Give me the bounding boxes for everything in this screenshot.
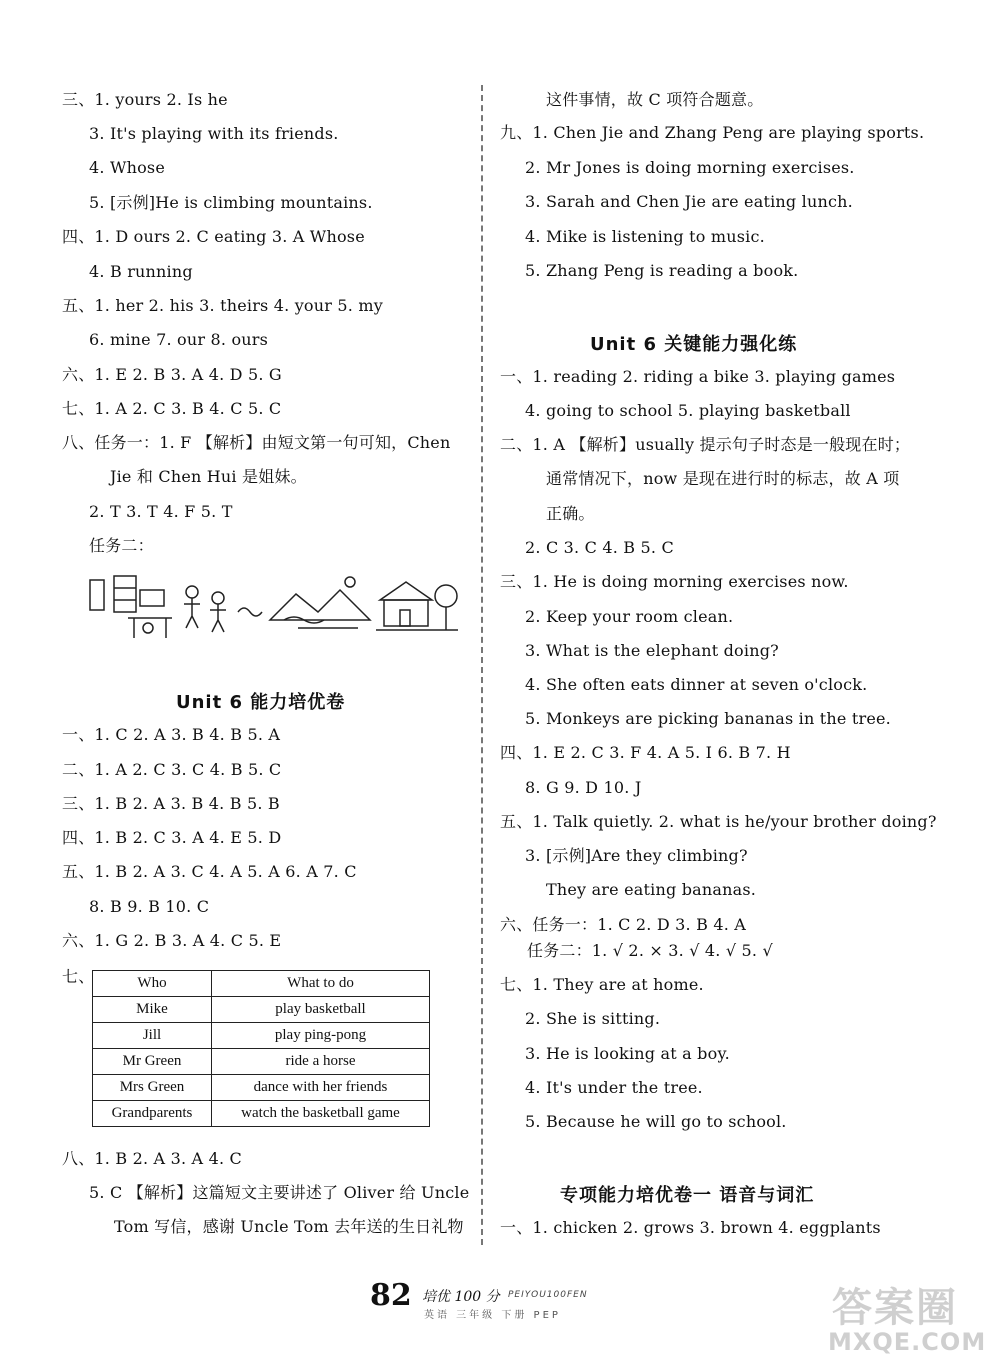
- table-cell: dance with her friends: [212, 1075, 430, 1101]
- right-a5-line2: 3. [示例]Are they climbing?: [525, 846, 748, 865]
- right-a5-line1: 五、1. Talk quietly. 2. what is he/your brother doing?: [500, 812, 937, 831]
- unit-row-7: 六、1. G 2. B 3. A 4. C 5. E: [62, 931, 282, 950]
- right-sp1: 一、1. chicken 2. grows 3. brown 4. eggplants: [500, 1218, 881, 1237]
- unit-row-3: 三、1. B 2. A 3. B 4. B 5. B: [62, 794, 280, 813]
- unit-row-1: 一、1. C 2. A 3. B 4. B 5. A: [62, 725, 281, 744]
- left-s3-line4: 5. [示例]He is climbing mountains.: [89, 193, 373, 212]
- right-a6-line1: 六、任务一：1. C 2. D 3. B 4. A: [500, 915, 747, 934]
- table-header-row: [93, 971, 430, 997]
- right-s9-line4: 4. Mike is listening to music.: [525, 227, 765, 246]
- right-a3-line5: 5. Monkeys are picking bananas in the tree.: [525, 709, 891, 728]
- right-a4-line1: 四、1. E 2. C 3. F 4. A 5. I 6. B 7. H: [500, 743, 791, 762]
- right-a6-line2: 任务二：1. √ 2. × 3. √ 4. √ 5. √: [527, 941, 773, 960]
- unit6-ability-title: Unit 6 能力培优卷: [176, 692, 346, 713]
- column-divider: [481, 85, 483, 1245]
- unit-row-2: 二、1. A 2. C 3. C 4. B 5. C: [62, 760, 282, 779]
- right-s9-line1: 九、1. Chen Jie and Zhang Peng are playing sports.: [500, 123, 925, 142]
- left-s4-line2: 4. B running: [89, 262, 193, 281]
- table-header-what: What to do: [212, 971, 430, 997]
- left-s5-line2: 6. mine 7. our 8. ours: [89, 330, 269, 349]
- table-row: [93, 1075, 430, 1101]
- table-header-who: Who: [93, 971, 212, 997]
- table-cell: watch the basketball game: [212, 1101, 430, 1127]
- table-cell: Grandparents: [93, 1101, 212, 1127]
- left-s8b-line1: 八、1. B 2. A 3. A 4. C: [62, 1149, 242, 1168]
- unit-row-8: 七、: [62, 967, 95, 986]
- right-a5-line3: They are eating bananas.: [546, 880, 757, 899]
- left-s8b-line3: Tom 写信，感谢 Uncle Tom 去年送的生日礼物: [114, 1217, 464, 1236]
- unit-row-4: 四、1. B 2. C 3. A 4. E 5. D: [62, 828, 282, 847]
- answer-table: [92, 970, 430, 1127]
- page-number: 82: [370, 1278, 412, 1313]
- right-continuation: 这件事情，故 C 项符合题意。: [546, 90, 764, 109]
- task-two-picture: [88, 572, 460, 642]
- right-s9-line2: 2. Mr Jones is doing morning exercises.: [525, 158, 855, 177]
- right-a3-line2: 2. Keep your room clean.: [525, 607, 734, 626]
- landscape-icon: [270, 577, 370, 628]
- left-s8-line1: 八、任务一：1. F 【解析】由短文第一句可知，Chen: [62, 433, 451, 452]
- left-s8-line4: 任务二：: [89, 536, 154, 555]
- table-cell: Mr Green: [93, 1049, 212, 1075]
- left-s3-line2: 3. It's playing with its friends.: [89, 124, 339, 143]
- left-s8b-line2: 5. C 【解析】这篇短文主要讲述了 Oliver 给 Uncle: [89, 1183, 470, 1202]
- table-row: [93, 1023, 430, 1049]
- right-a2-line3: 正确。: [546, 504, 595, 523]
- left-s8-line3: 2. T 3. T 4. F 5. T: [89, 502, 233, 521]
- watermark-text: 答案圈: [832, 1285, 958, 1331]
- house-tree-icon: [376, 582, 458, 630]
- table-cell: play ping-pong: [212, 1023, 430, 1049]
- right-a2-line2: 通常情况下，now 是现在进行时的标志，故 A 项: [546, 469, 900, 488]
- unit6-key-title: Unit 6 关键能力强化练: [590, 334, 798, 355]
- table-cell: Jill: [93, 1023, 212, 1049]
- table-row: [93, 1101, 430, 1127]
- right-a7-line3: 3. He is looking at a boy.: [525, 1044, 730, 1063]
- right-a4-line2: 8. G 9. D 10. J: [525, 778, 642, 797]
- right-s9-line3: 3. Sarah and Chen Jie are eating lunch.: [525, 192, 853, 211]
- right-s9-line5: 5. Zhang Peng is reading a book.: [525, 261, 799, 280]
- study-room-icon: [90, 576, 172, 638]
- unit-row-6: 8. B 9. B 10. C: [89, 897, 210, 916]
- right-a3-line1: 三、1. He is doing morning exercises now.: [500, 572, 849, 591]
- page-footer: [340, 1278, 660, 1321]
- table-cell: Mrs Green: [93, 1075, 212, 1101]
- left-s6: 六、1. E 2. B 3. A 4. D 5. G: [62, 365, 282, 384]
- left-s8-line2: Jie 和 Chen Hui 是姐妹。: [110, 467, 307, 486]
- left-s3-line3: 4. Whose: [89, 158, 166, 177]
- table-cell: play basketball: [212, 997, 430, 1023]
- table-cell: Mike: [93, 997, 212, 1023]
- brand-name: 培优 100 分: [422, 1289, 500, 1305]
- right-a1-line1: 一、1. reading 2. riding a bike 3. playing games: [500, 367, 896, 386]
- right-a2-line4: 2. C 3. C 4. B 5. C: [525, 538, 674, 557]
- right-a3-line4: 4. She often eats dinner at seven o'clock.: [525, 675, 868, 694]
- left-s4-line1: 四、1. D ours 2. C eating 3. A Whose: [62, 227, 365, 246]
- brand-english: PEIYOU100FEN: [508, 1290, 588, 1300]
- left-s3-line1: 三、1. yours 2. Is he: [62, 90, 228, 109]
- right-a7-line2: 2. She is sitting.: [525, 1009, 661, 1028]
- right-a7-line4: 4. It's under the tree.: [525, 1078, 703, 1097]
- right-a2-line1: 二、1. A 【解析】usually 提示句子时态是一般现在时；: [500, 435, 911, 454]
- book-meta: 英语 三年级 下册 PEP: [424, 1310, 561, 1321]
- table-cell: ride a horse: [212, 1049, 430, 1075]
- table-row: [93, 1049, 430, 1075]
- right-a7-line1: 七、1. They are at home.: [500, 975, 704, 994]
- right-a7-line5: 5. Because he will go to school.: [525, 1112, 787, 1131]
- right-a1-line2: 4. going to school 5. playing basketball: [525, 401, 851, 420]
- watermark-url: MXQE.COM: [828, 1328, 987, 1356]
- special-title: 专项能力培优卷一 语音与词汇: [560, 1185, 815, 1206]
- unit-row-5: 五、1. B 2. A 3. C 4. A 5. A 6. A 7. C: [62, 862, 357, 881]
- right-a3-line3: 3. What is the elephant doing?: [525, 641, 779, 660]
- left-s7: 七、1. A 2. C 3. B 4. C 5. C: [62, 399, 282, 418]
- watermark: [822, 1276, 992, 1360]
- left-s5-line1: 五、1. her 2. his 3. theirs 4. your 5. my: [62, 296, 383, 315]
- table-row: [93, 997, 430, 1023]
- children-playing-icon: [184, 586, 262, 632]
